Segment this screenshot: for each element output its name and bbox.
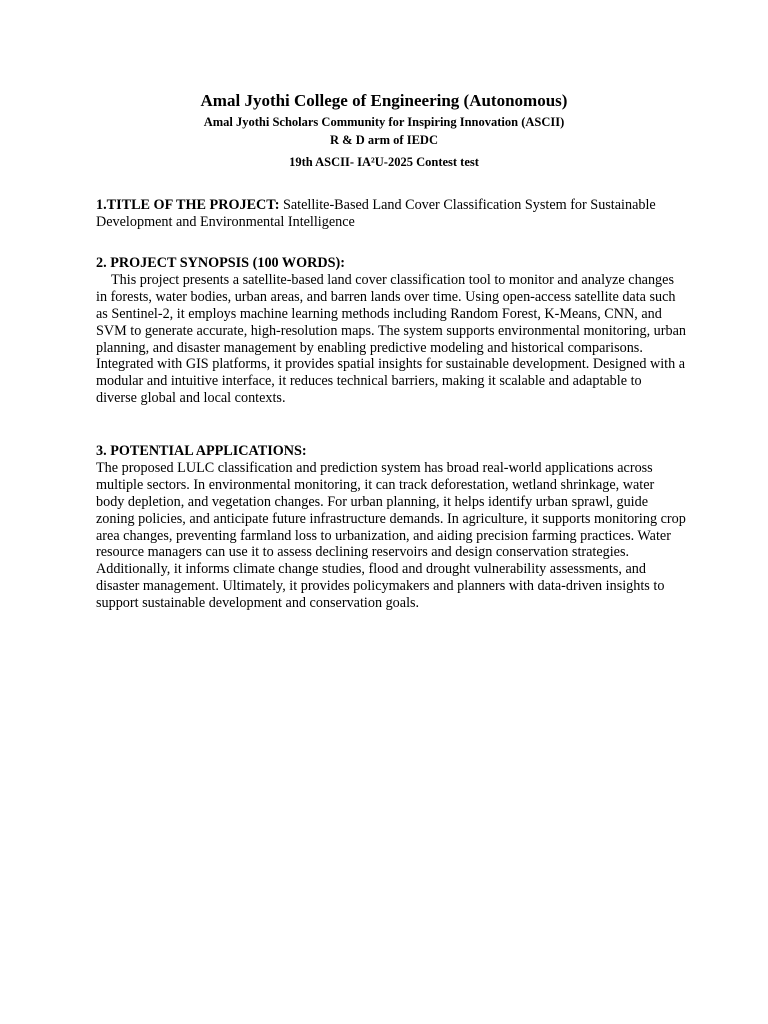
project-title-section (96, 197, 686, 231)
synopsis-text: This project presents a satellite-based land cover classification tool to monitor and analyze changes in forests, water bodies, urban areas, and barren lands over time. Using open-access satellite data such as Sentinel-2, it employs machine learning methods including Random Forest, K-Means, CNN, and SVM to generate accurate, high-resolution maps. The system supports environmental monitoring, urban planning, and disaster management by enabling predictive modeling and historical comparisons. Integrated with GIS platforms, it provides spatial insights for sustainable development. Designed with a modular and intuitive interface, it reduces technical barriers, making it scalable and adaptable to diverse global and local contexts. (96, 271, 686, 407)
applications-text: The proposed LULC classification and prediction system has broad real-world applications across multiple sectors. In environmental monitoring, it can track deforestation, wetland shrinkage, water body depletion, and vegetation changes. For urban planning, it helps identify urban sprawl, guide zoning policies, and anticipate future infrastructure demands. In agriculture, it supports monitoring crop area changes, preventing farmland loss to urbanization, and aiding precision farming practices. Water resource managers can use it to assess declining reservoirs and design conservation strategies. Additionally, it informs climate change studies, flood and drought vulnerability assessments, and disaster management. Ultimately, it provides policymakers and planners with data-driven insights to support sustainable development and conservation goals. (96, 459, 686, 612)
applications-heading: 3. POTENTIAL APPLICATIONS: (96, 443, 307, 459)
project-title-heading: 1.TITLE OF THE PROJECT: (96, 197, 280, 213)
project-title-text: Satellite-Based Land Cover Classification System for Sustainable Development and Environmental Intelligence (96, 197, 656, 230)
applications-section (96, 443, 686, 612)
synopsis-section (96, 255, 686, 407)
document-header (0, 90, 768, 171)
synopsis-heading: 2. PROJECT SYNOPSIS (100 WORDS): (96, 255, 345, 271)
project-title-paragraph (96, 197, 686, 231)
contest-line: 19th ASCII- IA²U-2025 Contest test (289, 155, 479, 169)
synopsis-paragraph (96, 272, 686, 407)
rnd-line: R & D arm of IEDC (330, 133, 438, 147)
community-name: Amal Jyothi Scholars Community for Inspiring Innovation (ASCII) (203, 115, 565, 129)
college-name: Amal Jyothi College of Engineering (Autonomous) (200, 91, 568, 110)
